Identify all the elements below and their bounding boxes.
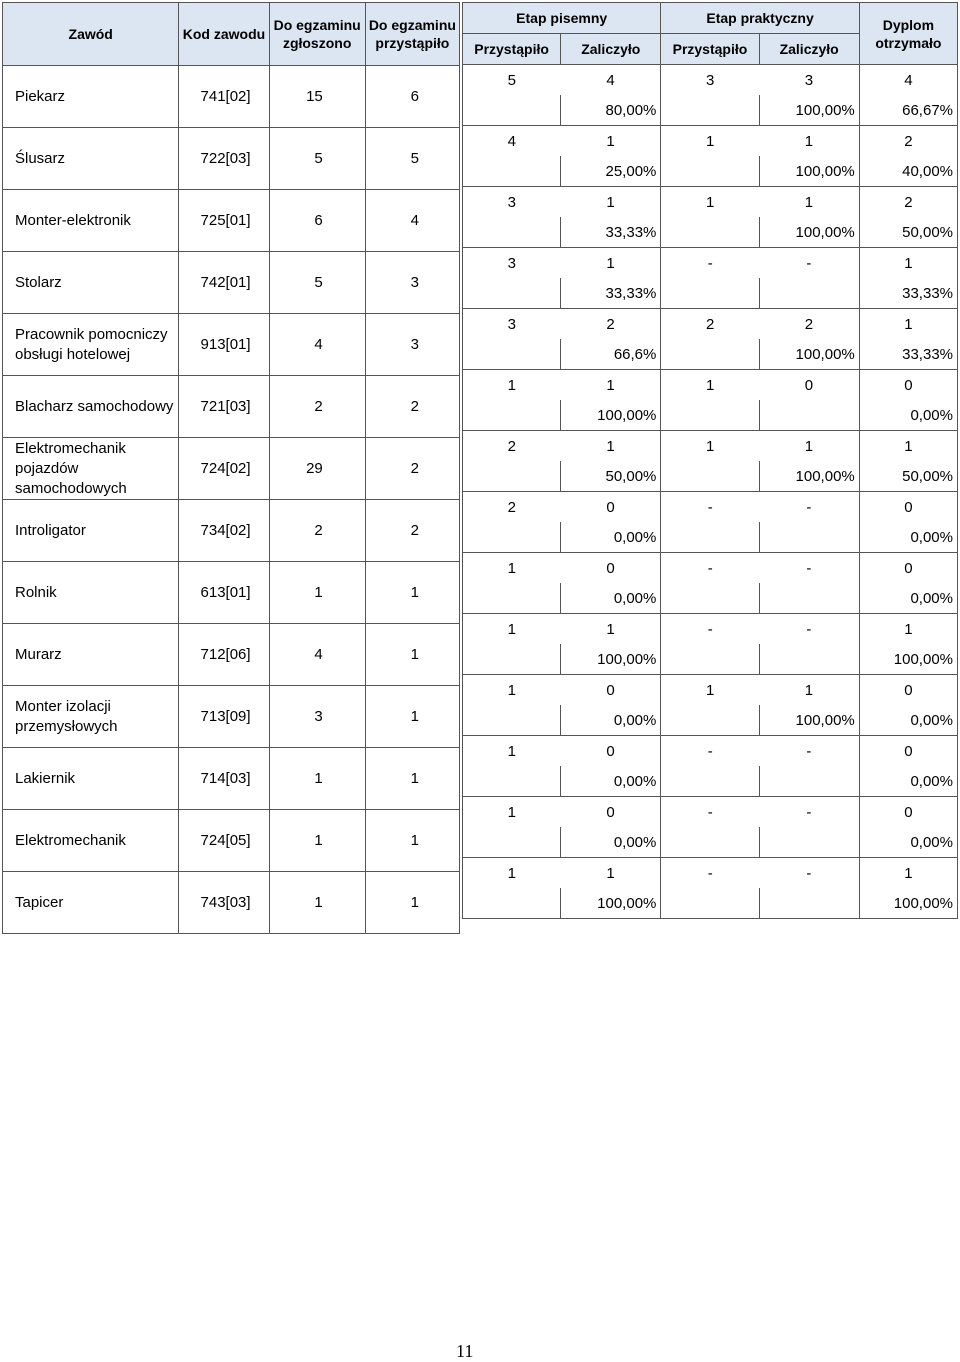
table-row: [3, 872, 460, 934]
praktyczny-przystapilo-cell: 2: [661, 309, 759, 340]
result-percent-row: [463, 766, 958, 797]
kod-cell: 721[03]: [179, 376, 269, 438]
zawod-cell: Monter izolacji przemysłowych: [3, 686, 179, 748]
dyplom-percent-cell: 0,00%: [859, 766, 957, 797]
pisemny-zaliczylo-cell: 0: [561, 675, 661, 706]
praktyczny-zaliczylo-cell: -: [759, 736, 859, 767]
praktyczny-zaliczylo-cell: 1: [759, 126, 859, 157]
zgloszono-cell: 4: [269, 624, 365, 686]
result-values-row: [463, 248, 958, 279]
result-values-row: [463, 126, 958, 157]
header-p-zaliczylo: Zaliczyło: [561, 34, 661, 65]
praktyczny-przystapilo-cell: 1: [661, 370, 759, 401]
pisemny-zaliczylo-cell: 1: [561, 248, 661, 279]
zawod-cell: Introligator: [3, 500, 179, 562]
dyplom-percent-cell: 0,00%: [859, 705, 957, 736]
praktyczny-zaliczylo-cell: 2: [759, 309, 859, 340]
praktyczny-przystapilo-cell: 3: [661, 65, 759, 96]
praktyczny-percent-cell: 100,00%: [759, 217, 859, 248]
pisemny-spacer-cell: [463, 888, 561, 919]
table-row: [3, 562, 460, 624]
header-pr-przystapilo: Przystąpiło: [661, 34, 759, 65]
result-values-row: [463, 370, 958, 401]
praktyczny-spacer-cell: [661, 583, 759, 614]
pisemny-zaliczylo-cell: 1: [561, 187, 661, 218]
pisemny-percent-cell: 0,00%: [561, 766, 661, 797]
praktyczny-zaliczylo-cell: 1: [759, 431, 859, 462]
pisemny-percent-cell: 100,00%: [561, 644, 661, 675]
table-row: [3, 624, 460, 686]
result-percent-row: [463, 400, 958, 431]
dyplom-percent-cell: 66,67%: [859, 95, 957, 126]
praktyczny-przystapilo-cell: -: [661, 553, 759, 584]
pisemny-spacer-cell: [463, 766, 561, 797]
left-header-row: [3, 3, 460, 66]
dyplom-cell: 2: [859, 126, 957, 157]
header-etap-praktyczny: Etap praktyczny: [661, 3, 859, 34]
header-etap-pisemny: Etap pisemny: [463, 3, 661, 34]
pisemny-percent-cell: 100,00%: [561, 888, 661, 919]
pisemny-spacer-cell: [463, 522, 561, 553]
praktyczny-przystapilo-cell: -: [661, 858, 759, 889]
zgloszono-cell: 1: [269, 562, 365, 624]
przystapilo-cell: 5: [365, 128, 459, 190]
praktyczny-przystapilo-cell: 1: [661, 187, 759, 218]
pisemny-percent-cell: 25,00%: [561, 156, 661, 187]
pisemny-spacer-cell: [463, 156, 561, 187]
result-percent-row: [463, 644, 958, 675]
table-row: [3, 810, 460, 872]
table-row: [3, 128, 460, 190]
table-row: [3, 748, 460, 810]
result-values-row: [463, 553, 958, 584]
pisemny-spacer-cell: [463, 95, 561, 126]
result-values-row: [463, 65, 958, 96]
pisemny-przystapilo-cell: 3: [463, 187, 561, 218]
pisemny-percent-cell: 0,00%: [561, 705, 661, 736]
dyplom-cell: 1: [859, 309, 957, 340]
kod-cell: 741[02]: [179, 66, 269, 128]
przystapilo-cell: 2: [365, 500, 459, 562]
praktyczny-zaliczylo-cell: -: [759, 797, 859, 828]
header-pr-zaliczylo: Zaliczyło: [759, 34, 859, 65]
dyplom-cell: 0: [859, 492, 957, 523]
zawod-cell: Murarz: [3, 624, 179, 686]
result-values-row: [463, 492, 958, 523]
praktyczny-przystapilo-cell: 1: [661, 675, 759, 706]
kod-cell: 714[03]: [179, 748, 269, 810]
praktyczny-percent-cell: [759, 644, 859, 675]
zgloszono-cell: 1: [269, 872, 365, 934]
zgloszono-cell: 29: [269, 438, 365, 500]
result-values-row: [463, 736, 958, 767]
result-values-row: [463, 797, 958, 828]
praktyczny-zaliczylo-cell: -: [759, 858, 859, 889]
praktyczny-zaliczylo-cell: 1: [759, 187, 859, 218]
praktyczny-spacer-cell: [661, 278, 759, 309]
kod-cell: 743[03]: [179, 872, 269, 934]
result-percent-row: [463, 461, 958, 492]
table-row: [3, 314, 460, 376]
kod-cell: 724[05]: [179, 810, 269, 872]
przystapilo-cell: 1: [365, 686, 459, 748]
pisemny-percent-cell: 0,00%: [561, 583, 661, 614]
zawod-cell: Stolarz: [3, 252, 179, 314]
pisemny-spacer-cell: [463, 217, 561, 248]
dyplom-percent-cell: 0,00%: [859, 827, 957, 858]
praktyczny-percent-cell: 100,00%: [759, 339, 859, 370]
table-row: [3, 438, 460, 500]
przystapilo-cell: 1: [365, 810, 459, 872]
dyplom-cell: 4: [859, 65, 957, 96]
pisemny-zaliczylo-cell: 0: [561, 736, 661, 767]
pisemny-zaliczylo-cell: 1: [561, 431, 661, 462]
kod-cell: 734[02]: [179, 500, 269, 562]
header-zgloszono: Do egzaminu zgłoszono: [269, 3, 365, 66]
pisemny-spacer-cell: [463, 583, 561, 614]
kod-cell: 724[02]: [179, 438, 269, 500]
praktyczny-spacer-cell: [661, 766, 759, 797]
zgloszono-cell: 5: [269, 128, 365, 190]
pisemny-przystapilo-cell: 2: [463, 431, 561, 462]
przystapilo-cell: 6: [365, 66, 459, 128]
table-row: [3, 252, 460, 314]
pisemny-przystapilo-cell: 1: [463, 553, 561, 584]
praktyczny-przystapilo-cell: -: [661, 492, 759, 523]
right-table: [462, 2, 958, 919]
praktyczny-spacer-cell: [661, 522, 759, 553]
left-table: [2, 2, 460, 934]
pisemny-spacer-cell: [463, 339, 561, 370]
praktyczny-percent-cell: [759, 827, 859, 858]
praktyczny-spacer-cell: [661, 888, 759, 919]
przystapilo-cell: 3: [365, 314, 459, 376]
dyplom-cell: 0: [859, 370, 957, 401]
result-values-row: [463, 858, 958, 889]
zgloszono-cell: 1: [269, 748, 365, 810]
praktyczny-zaliczylo-cell: -: [759, 614, 859, 645]
praktyczny-przystapilo-cell: -: [661, 736, 759, 767]
dyplom-percent-cell: 50,00%: [859, 461, 957, 492]
zawod-cell: Tapicer: [3, 872, 179, 934]
zgloszono-cell: 1: [269, 810, 365, 872]
zgloszono-cell: 15: [269, 66, 365, 128]
dyplom-percent-cell: 100,00%: [859, 888, 957, 919]
pisemny-przystapilo-cell: 1: [463, 370, 561, 401]
table-row: [3, 190, 460, 252]
pisemny-percent-cell: 80,00%: [561, 95, 661, 126]
result-percent-row: [463, 827, 958, 858]
result-values-row: [463, 187, 958, 218]
result-percent-row: [463, 583, 958, 614]
praktyczny-spacer-cell: [661, 461, 759, 492]
zgloszono-cell: 3: [269, 686, 365, 748]
pisemny-zaliczylo-cell: 1: [561, 126, 661, 157]
przystapilo-cell: 3: [365, 252, 459, 314]
zawod-cell: Rolnik: [3, 562, 179, 624]
kod-cell: 713[09]: [179, 686, 269, 748]
kod-cell: 613[01]: [179, 562, 269, 624]
result-percent-row: [463, 278, 958, 309]
result-values-row: [463, 431, 958, 462]
dyplom-cell: 0: [859, 553, 957, 584]
pisemny-przystapilo-cell: 1: [463, 736, 561, 767]
praktyczny-spacer-cell: [661, 400, 759, 431]
dyplom-percent-cell: 33,33%: [859, 278, 957, 309]
kod-cell: 913[01]: [179, 314, 269, 376]
result-values-row: [463, 614, 958, 645]
pisemny-zaliczylo-cell: 1: [561, 858, 661, 889]
dyplom-percent-cell: 33,33%: [859, 339, 957, 370]
pisemny-spacer-cell: [463, 400, 561, 431]
zawod-cell: Elektromechanik pojazdów samochodowych: [3, 438, 179, 500]
pisemny-zaliczylo-cell: 0: [561, 553, 661, 584]
praktyczny-percent-cell: [759, 522, 859, 553]
kod-cell: 725[01]: [179, 190, 269, 252]
pisemny-przystapilo-cell: 4: [463, 126, 561, 157]
zawod-cell: Pracownik pomocniczy obsługi hotelowej: [3, 314, 179, 376]
praktyczny-przystapilo-cell: 1: [661, 431, 759, 462]
praktyczny-przystapilo-cell: -: [661, 797, 759, 828]
pisemny-zaliczylo-cell: 0: [561, 797, 661, 828]
pisemny-percent-cell: 33,33%: [561, 278, 661, 309]
pisemny-percent-cell: 0,00%: [561, 522, 661, 553]
praktyczny-przystapilo-cell: -: [661, 248, 759, 279]
zawod-cell: Monter-elektronik: [3, 190, 179, 252]
pisemny-przystapilo-cell: 5: [463, 65, 561, 96]
dyplom-cell: 0: [859, 797, 957, 828]
praktyczny-zaliczylo-cell: 1: [759, 675, 859, 706]
pisemny-przystapilo-cell: 3: [463, 248, 561, 279]
pisemny-spacer-cell: [463, 705, 561, 736]
pisemny-zaliczylo-cell: 0: [561, 492, 661, 523]
praktyczny-percent-cell: 100,00%: [759, 95, 859, 126]
pisemny-percent-cell: 100,00%: [561, 400, 661, 431]
praktyczny-przystapilo-cell: 1: [661, 126, 759, 157]
header-p-przystapilo: Przystąpiło: [463, 34, 561, 65]
table-row: [3, 686, 460, 748]
pisemny-przystapilo-cell: 3: [463, 309, 561, 340]
praktyczny-percent-cell: [759, 400, 859, 431]
result-percent-row: [463, 95, 958, 126]
przystapilo-cell: 4: [365, 190, 459, 252]
pisemny-zaliczylo-cell: 1: [561, 614, 661, 645]
przystapilo-cell: 2: [365, 376, 459, 438]
pisemny-przystapilo-cell: 1: [463, 858, 561, 889]
pisemny-spacer-cell: [463, 278, 561, 309]
result-percent-row: [463, 705, 958, 736]
header-dyplom: Dyplom otrzymało: [859, 3, 957, 65]
zawod-cell: Ślusarz: [3, 128, 179, 190]
pisemny-spacer-cell: [463, 644, 561, 675]
zgloszono-cell: 2: [269, 500, 365, 562]
praktyczny-spacer-cell: [661, 339, 759, 370]
praktyczny-zaliczylo-cell: -: [759, 492, 859, 523]
dyplom-percent-cell: 0,00%: [859, 522, 957, 553]
dyplom-cell: 1: [859, 431, 957, 462]
praktyczny-spacer-cell: [661, 827, 759, 858]
praktyczny-percent-cell: [759, 278, 859, 309]
zawod-cell: Elektromechanik: [3, 810, 179, 872]
dyplom-percent-cell: 0,00%: [859, 583, 957, 614]
dyplom-cell: 1: [859, 614, 957, 645]
pisemny-zaliczylo-cell: 4: [561, 65, 661, 96]
praktyczny-spacer-cell: [661, 217, 759, 248]
pisemny-percent-cell: 33,33%: [561, 217, 661, 248]
praktyczny-percent-cell: [759, 766, 859, 797]
pisemny-przystapilo-cell: 2: [463, 492, 561, 523]
praktyczny-percent-cell: 100,00%: [759, 705, 859, 736]
result-percent-row: [463, 888, 958, 919]
dyplom-percent-cell: 50,00%: [859, 217, 957, 248]
praktyczny-spacer-cell: [661, 644, 759, 675]
dyplom-percent-cell: 100,00%: [859, 644, 957, 675]
pisemny-spacer-cell: [463, 461, 561, 492]
header-przystapilo: Do egzaminu przystąpiło: [365, 3, 459, 66]
dyplom-percent-cell: 0,00%: [859, 400, 957, 431]
table-row: [3, 500, 460, 562]
przystapilo-cell: 2: [365, 438, 459, 500]
praktyczny-zaliczylo-cell: -: [759, 248, 859, 279]
przystapilo-cell: 1: [365, 748, 459, 810]
dyplom-cell: 2: [859, 187, 957, 218]
praktyczny-spacer-cell: [661, 156, 759, 187]
dyplom-cell: 0: [859, 736, 957, 767]
page-number: 11: [456, 1341, 474, 1361]
dyplom-cell: 1: [859, 858, 957, 889]
przystapilo-cell: 1: [365, 562, 459, 624]
zgloszono-cell: 4: [269, 314, 365, 376]
pisemny-percent-cell: 50,00%: [561, 461, 661, 492]
result-percent-row: [463, 522, 958, 553]
praktyczny-spacer-cell: [661, 95, 759, 126]
pisemny-spacer-cell: [463, 827, 561, 858]
kod-cell: 742[01]: [179, 252, 269, 314]
zawod-cell: Blacharz samochodowy: [3, 376, 179, 438]
pisemny-przystapilo-cell: 1: [463, 675, 561, 706]
kod-cell: 712[06]: [179, 624, 269, 686]
praktyczny-percent-cell: [759, 888, 859, 919]
dyplom-cell: 0: [859, 675, 957, 706]
zawod-cell: Piekarz: [3, 66, 179, 128]
zgloszono-cell: 5: [269, 252, 365, 314]
table-row: [3, 66, 460, 128]
przystapilo-cell: 1: [365, 872, 459, 934]
praktyczny-spacer-cell: [661, 705, 759, 736]
praktyczny-percent-cell: 100,00%: [759, 461, 859, 492]
kod-cell: 722[03]: [179, 128, 269, 190]
pisemny-przystapilo-cell: 1: [463, 797, 561, 828]
result-percent-row: [463, 156, 958, 187]
praktyczny-percent-cell: 100,00%: [759, 156, 859, 187]
pisemny-zaliczylo-cell: 1: [561, 370, 661, 401]
dyplom-percent-cell: 40,00%: [859, 156, 957, 187]
result-values-row: [463, 309, 958, 340]
przystapilo-cell: 1: [365, 624, 459, 686]
praktyczny-zaliczylo-cell: 3: [759, 65, 859, 96]
result-percent-row: [463, 339, 958, 370]
dyplom-cell: 1: [859, 248, 957, 279]
zgloszono-cell: 6: [269, 190, 365, 252]
header-kod: Kod zawodu: [179, 3, 269, 66]
right-header-row-top: [463, 3, 958, 34]
zgloszono-cell: 2: [269, 376, 365, 438]
praktyczny-przystapilo-cell: -: [661, 614, 759, 645]
praktyczny-zaliczylo-cell: -: [759, 553, 859, 584]
result-values-row: [463, 675, 958, 706]
header-zawod: Zawód: [3, 3, 179, 66]
pisemny-przystapilo-cell: 1: [463, 614, 561, 645]
result-percent-row: [463, 217, 958, 248]
pisemny-percent-cell: 0,00%: [561, 827, 661, 858]
zawod-cell: Lakiernik: [3, 748, 179, 810]
praktyczny-zaliczylo-cell: 0: [759, 370, 859, 401]
praktyczny-percent-cell: [759, 583, 859, 614]
pisemny-percent-cell: 66,6%: [561, 339, 661, 370]
pisemny-zaliczylo-cell: 2: [561, 309, 661, 340]
table-row: [3, 376, 460, 438]
